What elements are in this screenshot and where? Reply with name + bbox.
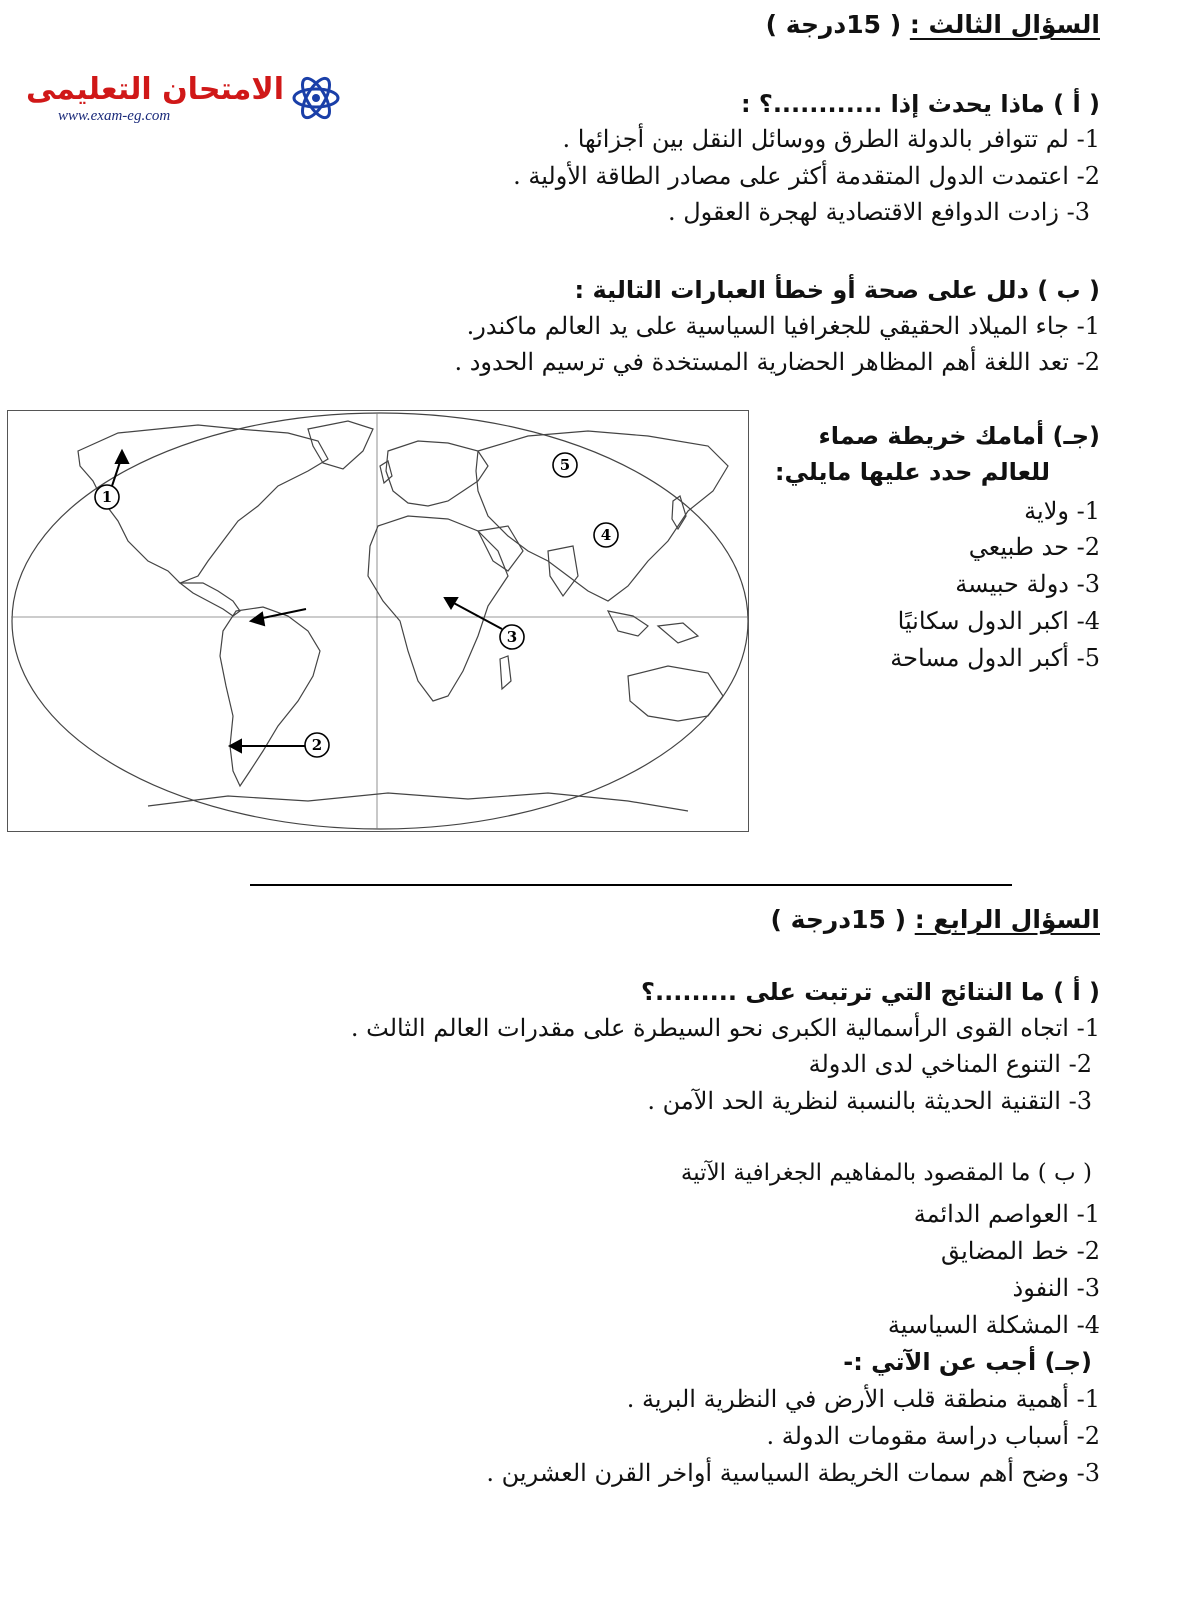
q4-c-item-2: 2- أسباب دراسة مقومات الدولة .: [766, 1422, 1100, 1450]
q4-marks: ( 15درجة ): [770, 905, 906, 934]
q3-title: السؤال الثالث :: [909, 10, 1100, 39]
blank-world-map: [7, 410, 749, 832]
map-marker-4: 4: [600, 526, 612, 544]
q3-c-item-4: 4- اكبر الدول سكانيًا: [897, 607, 1100, 635]
q4-b-heading: [681, 1160, 1092, 1186]
q3-a-heading: ( أ ) ماذا يحدث إذا ............؟ :: [740, 90, 1100, 118]
q4-b-heading-text: ( ب ) ما المقصود بالمفاهيم الجغرافية الآتية: [680, 1160, 1092, 1186]
q4-c-heading: (جـ) أجب عن الآتي :-: [843, 1348, 1092, 1376]
q3-b-heading: ( ب ) دلل على صحة أو خطأ العبارات التالية :: [574, 276, 1100, 304]
q3-c-heading-line2: للعالم حدد عليها مايلي:: [774, 458, 1050, 486]
q3-a-item-2: 2- اعتمدت الدول المتقدمة أكثر على مصادر الطاقة الأولية .: [513, 162, 1100, 190]
map-marker-1: 1: [101, 488, 113, 506]
q4-title: السؤال الرابع :: [914, 905, 1100, 934]
q4-a-heading: ( أ ) ما النتائج التي ترتبت على .........؟: [641, 978, 1100, 1006]
q3-c-item-1: 1- ولاية: [1024, 497, 1100, 525]
q3-c-item-2: 2- حد طبيعي: [968, 533, 1100, 561]
q3-b-item-1: 1- جاء الميلاد الحقيقي للجغرافيا السياسية على يد العالم ماكندر.: [466, 312, 1100, 340]
q3-b-item-2: 2- تعد اللغة أهم المظاهر الحضارية المستخدة في ترسيم الحدود .: [454, 348, 1100, 376]
section-divider: [250, 884, 1012, 886]
q4-b-item-4: 4- المشكلة السياسية: [887, 1311, 1100, 1339]
map-marker-3: 3: [506, 628, 518, 646]
map-marker-2: 2: [311, 736, 323, 754]
map-marker-5: 5: [559, 456, 571, 474]
q3-c-heading-line1: (جـ) أمامك خريطة صماء: [818, 422, 1100, 450]
logo-url-text: www.exam-eg.com: [58, 108, 171, 124]
q4-b-item-3: 3- النفوذ: [1012, 1274, 1100, 1302]
q4-a-item-1: 1- اتجاه القوى الرأسمالية الكبرى نحو السيطرة على مقدرات العالم الثالث .: [350, 1014, 1100, 1042]
q4-c-item-3: 3- وضح أهم سمات الخريطة السياسية أواخر القرن العشرين .: [486, 1459, 1100, 1487]
q3-a-item-1: 1- لم تتوافر بالدولة الطرق ووسائل النقل بين أجزائها .: [562, 125, 1100, 153]
q4-a-item-3: 3- التقنية الحديثة بالنسبة لنظرية الحد الآمن .: [647, 1087, 1092, 1115]
q3-marks: ( 15درجة ): [765, 10, 902, 39]
atom-icon: [290, 70, 342, 126]
q4-b-item-2: 2- خط المضايق: [941, 1237, 1100, 1265]
q3-title-row: [766, 10, 1100, 39]
world-map-drawing: [8, 411, 748, 831]
q3-c-item-5: 5- أكبر الدول مساحة: [890, 644, 1100, 672]
q4-b-item-1: 1- العواصم الدائمة: [913, 1200, 1100, 1228]
q3-a-item-3: 3- زادت الدوافع الاقتصادية لهجرة العقول .: [667, 198, 1090, 226]
q3-c-item-3: 3- دولة حبيسة: [955, 570, 1100, 598]
logo-arabic-text: الامتحان التعليمى: [25, 72, 284, 107]
q4-c-item-1: 1- أهمية منطقة قلب الأرض في النظرية البرية .: [626, 1385, 1100, 1413]
q4-a-item-2: 2- التنوع المناخي لدى الدولة: [808, 1050, 1092, 1078]
exam-eg-logo: [25, 70, 340, 130]
q4-title-row: [771, 905, 1100, 934]
